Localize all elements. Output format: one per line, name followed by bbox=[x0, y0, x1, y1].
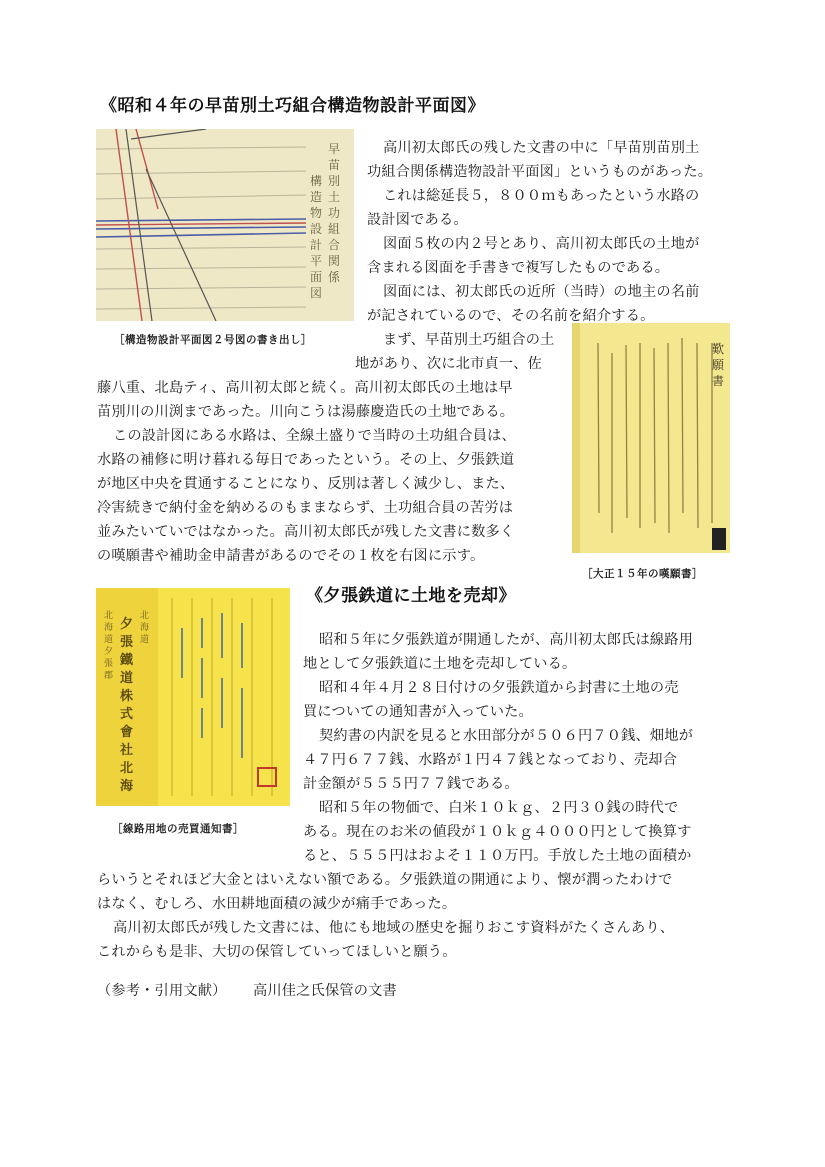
s2-line: ある。現在のお米の値段が１０ｋｇ４０００円として換算す bbox=[303, 824, 692, 840]
svg-text:張: 張 bbox=[120, 635, 134, 650]
s1-line: 高川初太郎氏の残した文書の中に「早苗別苗別土 bbox=[383, 140, 700, 156]
svg-text:鐵: 鐵 bbox=[120, 653, 134, 668]
svg-text:関: 関 bbox=[328, 254, 341, 268]
s1-line: が地区中央を貫通することになり、反別は著しく減少し、また、 bbox=[97, 476, 515, 492]
svg-text:海: 海 bbox=[104, 623, 114, 633]
svg-text:合: 合 bbox=[328, 238, 341, 252]
s1-line: 含まれる図面を手書きで複写したものである。 bbox=[367, 260, 670, 276]
s2-line: 計金額が５５５円７７銭である。 bbox=[303, 776, 519, 792]
s2-line: ると、５５５円はおよそ１１０万円。手放した土地の面積か bbox=[303, 848, 692, 864]
s1-line: 並みたいていではなかった。高川初太郎氏が残した文書に数多く bbox=[97, 524, 515, 540]
svg-text:設: 設 bbox=[310, 222, 323, 236]
s2-line: 昭和４年４月２８日付けの夕張鉄道から封書に土地の売 bbox=[319, 680, 679, 696]
svg-text:造: 造 bbox=[310, 190, 323, 204]
svg-text:會: 會 bbox=[120, 725, 134, 740]
s1-line: 設計図である。 bbox=[367, 212, 468, 228]
s2-line: ４７円６７７銭、水路が１円４７銭となっており、売却合 bbox=[303, 752, 678, 768]
s2-line: らいうとそれほど大金とはいえない額である。夕張鉄道の開通により、懐が潤ったわけで bbox=[97, 872, 673, 888]
figure1-caption: ［構造物設計平面図２号図の書き出し］ bbox=[114, 334, 312, 346]
svg-text:別: 別 bbox=[328, 174, 341, 188]
s1-line: 水路の補修に明け暮れる毎日であったという。その上、夕張鉄道 bbox=[97, 452, 515, 468]
s2-line: 契約書の内訳を見ると水田部分が５０６円７０銭、畑地が bbox=[319, 728, 694, 744]
section2-heading: 《夕張鉄道に土地を売却》 bbox=[306, 586, 516, 606]
svg-text:苗: 苗 bbox=[328, 158, 341, 172]
svg-text:夕: 夕 bbox=[120, 617, 134, 632]
s1-line: 苗別川の川渕まであった。川向こうは湯藤慶造氏の土地である。 bbox=[97, 404, 515, 420]
s1-line: 図面５枚の内２号とあり、高川初太郎氏の土地が bbox=[383, 236, 700, 252]
sale-notice-figure bbox=[96, 588, 290, 806]
figure2-caption: ［大正１５年の嘆願書］ bbox=[582, 568, 703, 580]
svg-text:係: 係 bbox=[328, 270, 341, 284]
svg-text:道: 道 bbox=[104, 635, 114, 645]
s1-line: 功組合関係構造物設計平面図」というものがあった。 bbox=[367, 164, 713, 180]
svg-text:早: 早 bbox=[328, 142, 341, 156]
s2-line: 昭和５年の物価で、白米１０ｋｇ、２円３０銭の時代で bbox=[319, 800, 679, 816]
svg-text:図: 図 bbox=[310, 286, 323, 300]
s1-line: が記されているので、その名前を紹介する。 bbox=[367, 308, 655, 324]
s1-line: 冷害続きで納付金を納めるのもままならず、土功組合員の苦労は bbox=[97, 500, 514, 516]
s2-line: 地として夕張鉄道に土地を売却している。 bbox=[303, 656, 577, 672]
s2-line: これからも是非、大切の保管していってほしいと願う。 bbox=[97, 944, 457, 960]
svg-text:歎: 歎 bbox=[712, 342, 725, 356]
s1-line: この設計図にある水路は、全線土盛りで当時の土功組合員は、 bbox=[113, 428, 516, 444]
svg-text:願: 願 bbox=[712, 358, 725, 372]
s1-line: の嘆願書や補助金申請書があるのでその１枚を右図に示す。 bbox=[97, 548, 485, 564]
svg-text:夕: 夕 bbox=[104, 647, 114, 657]
svg-text:書: 書 bbox=[712, 374, 725, 388]
s1-line: これは総延長５，８００ｍもあったという水路の bbox=[383, 188, 700, 204]
svg-text:社: 社 bbox=[120, 743, 134, 758]
s2-line: はなく、むしろ、水田耕地面積の減少が痛手であった。 bbox=[97, 896, 457, 912]
svg-text:平: 平 bbox=[310, 254, 323, 268]
svg-text:郡: 郡 bbox=[104, 671, 114, 681]
svg-text:物: 物 bbox=[310, 206, 323, 220]
s2-line: 買についての通知書が入っていた。 bbox=[303, 704, 533, 720]
plan-drawing-figure bbox=[96, 129, 354, 321]
svg-text:道: 道 bbox=[140, 635, 150, 645]
svg-text:式: 式 bbox=[120, 707, 134, 722]
petition-document-figure bbox=[572, 323, 730, 553]
svg-text:土: 土 bbox=[328, 190, 341, 204]
references-label: （参考・引用文献） bbox=[97, 983, 227, 999]
s1-line: 藤八重、北島ティ、高川初太郎と続く。高川初太郎氏の土地は早 bbox=[97, 380, 513, 396]
svg-text:面: 面 bbox=[310, 270, 323, 284]
svg-text:計: 計 bbox=[310, 238, 323, 252]
svg-text:北: 北 bbox=[120, 761, 134, 776]
svg-text:道: 道 bbox=[120, 671, 134, 686]
svg-text:功: 功 bbox=[328, 206, 341, 220]
s1-line: 地があり、次に北市貞一、佐 bbox=[355, 356, 543, 372]
s2-line: 高川初太郎氏が残した文書には、他にも地域の歴史を掘りおこす資料がたくさんあり、 bbox=[113, 920, 675, 936]
references-value: 高川佳之氏保管の文書 bbox=[253, 983, 397, 999]
section1-heading: 《昭和４年の早苗別土巧組合構造物設計平面図》 bbox=[100, 96, 485, 116]
svg-text:北: 北 bbox=[140, 611, 150, 621]
svg-text:海: 海 bbox=[120, 779, 134, 794]
s1-line: まず、早苗別土巧組合の土 bbox=[383, 332, 555, 348]
svg-text:海: 海 bbox=[140, 623, 150, 633]
s1-line: 図面には、初太郎氏の近所（当時）の地主の名前 bbox=[383, 284, 700, 300]
figure3-caption: ［線路用地の売買通知書］ bbox=[112, 823, 244, 835]
svg-text:株: 株 bbox=[120, 689, 134, 704]
svg-text:組: 組 bbox=[328, 222, 341, 236]
svg-text:構: 構 bbox=[310, 174, 323, 188]
svg-text:張: 張 bbox=[104, 659, 114, 669]
s2-line: 昭和５年に夕張鉄道が開通したが、高川初太郎氏は線路用 bbox=[319, 632, 694, 648]
svg-text:北: 北 bbox=[104, 611, 114, 621]
